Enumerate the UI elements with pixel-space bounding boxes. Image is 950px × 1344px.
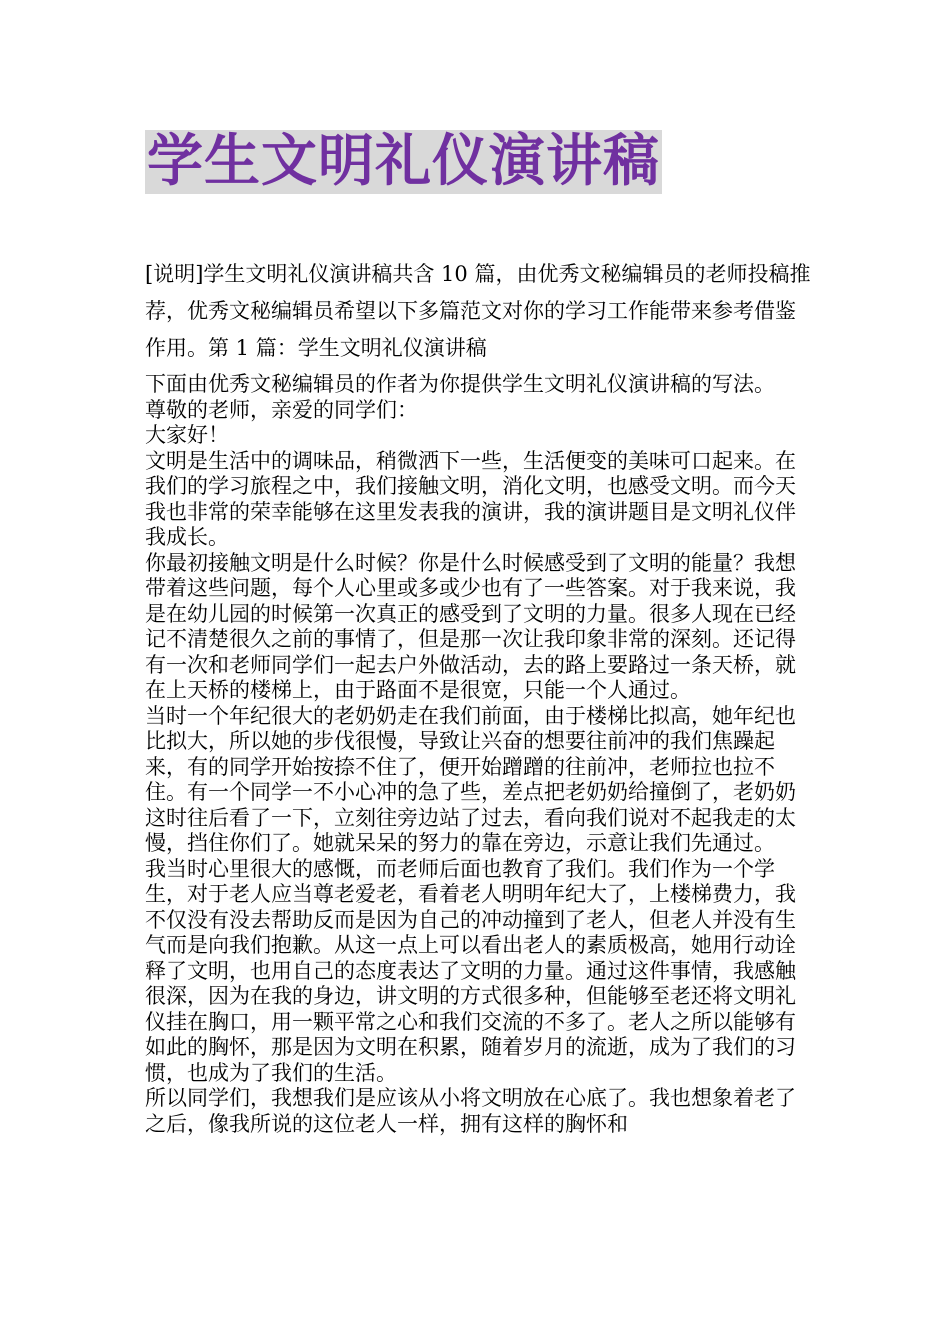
body-text <box>145 372 815 1137</box>
paragraph: 下面由优秀文秘编辑员的作者为你提供学生文明礼仪演讲稿的写法。 <box>145 372 775 396</box>
paragraph: 我当时心里很大的感慨，而老师后面也教育了我们。我们作为一个学生，对于老人应当尊老爱老，看着老人明明年纪大了，上楼梯费力，我不仅没有没去帮助反而是因为自己的冲动撞到了老人，但老人并没有生气而是向我们抱歉。从这一点上可以看出老人的素质极高，她用行动诠释了文明，也用自己的态度表达了文明的力量。通过这件事情，我感触很深，因为在我的身边，讲文明的方式很多种，但能够至老还将文明礼仪挂在胸口，用一颗平常之心和我们交流的不多了。老人之所以能够有如此的胸怀，那是因为文明在积累，随着岁月的流逝，成为了我们的习惯，也成为了我们的生活。 <box>145 856 796 1085</box>
paragraph: 你最初接触文明是什么时候？你是什么时候感受到了文明的能量？我想带着这些问题，每个人心里或多或少也有了一些答案。对于我来说，我是在幼儿园的时候第一次真正的感受到了文明的力量。很多人现在已经记不清楚很久之前的事情了，但是那一次让我印象非常的深刻。还记得有一次和老师同学们一起去户外做活动，去的路上要路过一条天桥，就在上天桥的楼梯上，由于路面不是很宽，只能一个人通过。 <box>145 550 796 702</box>
paragraph: 所以同学们，我想我们是应该从小将文明放在心底了。我也想象着老了之后，像我所说的这位老人一样，拥有这样的胸怀和 <box>145 1086 796 1136</box>
paragraph: 大家好！ <box>145 423 229 447</box>
paragraph: 当时一个年纪很大的老奶奶走在我们前面，由于楼梯比拟高，她年纪也比拟大，所以她的步伐很慢，导致让兴奋的想要往前冲的我们焦躁起来，有的同学开始按捺不住了，便开始蹭蹭的往前冲，老师拉也拉不住。有一个同学一不小心冲的急了些，差点把老奶奶给撞倒了，老奶奶这时往后看了一下，立刻往旁边站了过去，看向我们说对不起我走的太慢，挡住你们了。她就呆呆的努力的靠在旁边，示意让我们先通过。 <box>145 703 796 855</box>
paragraph: 文明是生活中的调味品，稍微洒下一些，生活便变的美味可口起来。在我们的学习旅程之中，我们接触文明，消化文明，也感受文明。而今天我也非常的荣幸能够在这里发表我的演讲，我的演讲题目是文明礼仪伴我成长。 <box>145 448 796 549</box>
document-title: 学生文明礼仪演讲稿 <box>147 129 660 194</box>
title-block <box>145 130 662 194</box>
paragraph: 尊敬的老师，亲爱的同学们： <box>145 397 418 422</box>
intro-paragraph: [说明]学生文明礼仪演讲稿共含 10 篇，由优秀文秘编辑员的老师投稿推荐，优秀文秘编辑员希望以下多篇范文对你的学习工作能带来参考借鉴作用。第 1 篇：学生文明礼仪演讲稿 <box>145 262 811 360</box>
